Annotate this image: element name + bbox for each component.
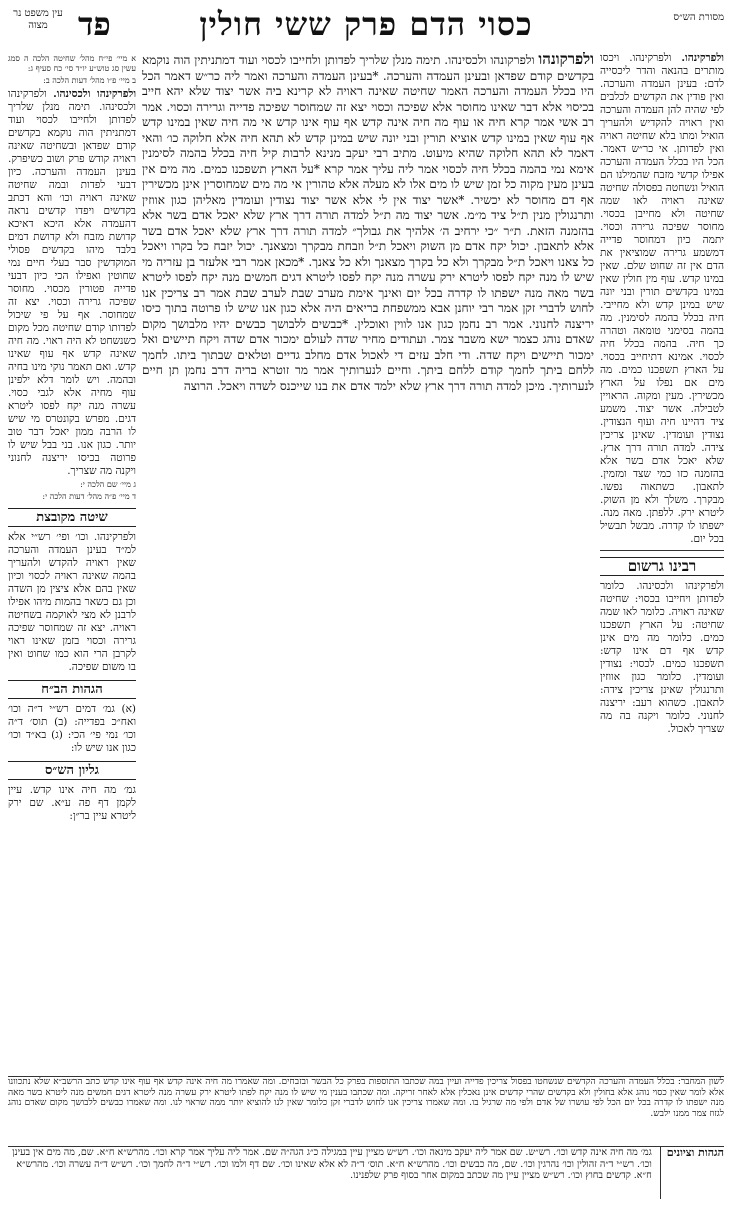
gilyon-hashas-text: גמ׳ מה חיה אינו קדש. עיין לקמן דף פה ע״א. שם ירק ליטרא עיין בר״ן: (8, 784, 136, 822)
tosafot-column (8, 52, 136, 1074)
ein-mishpat-note: א מיי׳ פי״ח מהל׳ שחיטה הלכה ה סמג עשין סג טוש״ע יו״ד סי׳ כח סעיף ג: (8, 54, 136, 73)
rabbeinu-gershom-text: ולפרקינהו ולכסינהו. כלומר לפדותן ויחייבו בכסוי: שחיטה שאינה ראויה. כלומר לאו שמה שחיטה: על הארץ תשפכנו כמים. כלומר מה מים אינן קדש אף דם אינו קדש: תשפכנו כמים. לכסוי: נצודין ועומדין. כלומר כגון אווזין ותרנגולין שאינן צריכין צידה: לתאבון. כשהוא רעב: יריצנה לחנוני. כלומר ויקנה בה מה שצריך לאכול. (600, 580, 724, 735)
rabbeinu-gershom-heading: רבינו גרשום (600, 557, 724, 576)
masoret-hashas-label: מסורת הש״ס (673, 12, 724, 23)
tosafot-text: ולפרקינהו ולכסינהו. תימה מנלן שלריך לפדותן ולחייבו לכסוי ועוד דמתניתין הוה נוקמא בקדשים קודם שפדאן ובשחיטה שאינה ראויה קודש פרק ושוב כשיפרק. בעינן העמדה והערכה. כיון דבעי לפדות ובמה שחיטה שאינה ראויה וכו׳ והא דכתב בקדשים ויפדו קדשים נראה דהעמדה אלא היכא דאיכא קדושת מזבח ולא קדושת דמים בלבד מיהו בקדשים פסולי המוקדשין סבר בעלי חיים נמי שחוטין ואפילו הכי כיון דבעי פדייה פטורין מכסוי. מחוסר שפיכה גרירה וכסוי. יצא זה שמחוסר. אף על פי שיכול לפדותו קודם שחיטה מכל מקום כשנשחט לא היה ראוי. מה חיה שאינה קדש אף עוף שאינו קדש. ואם תאמר נוקי מינו בחיה ובהמה. ויש לומר דלא ילפינן עוף מחיה אלא לגבי כסוי. עשרה מנה יקח לפסו ליטרא דגים. מפרש בקונטרס מי שיש לו הרבה ממון יאכל דבר טוב יותר. כגון אנו. בני בבל שיש לו פרוטה בכיסו יריצנה לחנוני ויקנה מה שצריך. (8, 88, 136, 477)
shita-mekubetzet-heading: שיטה מקובצת (8, 508, 136, 527)
gilyon-hashas-heading: גליון הש״ס (8, 761, 136, 780)
ein-mishpat-note: ד מיי׳ פ״ה מהל׳ דעות הלכה י: (42, 492, 136, 501)
rashi-divider (600, 550, 724, 551)
footnotes-label: הגהות וציונים (660, 1147, 724, 1199)
bottom-commentary: לשון המחבר: בכלל העמדה והערכה הקדשים שנשחטו בפסול צריכין פדייה ועיין במה שכתבו התוספות בפרק כל הבשר ובזבחים. ומה שאמרו מה חיה אינה קדש אף עוף אינו קדש כתב הרשב״א שלא נתכוונו אלא לומר שאין כסוי נוהג אלא בחולין ולא בקדשים שהרי קדשים אינן נאכלין אלא לאחר זריקה. ומה שכתבו בענין מי שיש לו מנה יקח לפתו ליטרא ירק עשרה מנה ליטרא דגים חמשים מנה ליטרא בשר מאה מנה ישפתו לו קדרה בכל יום הכל לפי עושרו של אדם ולפי מה שרגיל בו. ומה שאמרו צריכין אנו לחוש לדברי זקן כלומר שאין לנו להוציא יותר ממה שראוי לנו. ומה שאמרו כבשים ללבושך מקום שאדם נוהג לגזוז צמר ממנו ילבש. (8, 1076, 724, 1141)
rashi-lead-word: ולפרקינהו. (681, 52, 724, 64)
gemara-column (142, 52, 594, 1074)
ein-mishpat-note: ב מיי׳ פ״ו מהל׳ דעות הלכה ב: (43, 76, 136, 85)
gemara-text: ולפרקונהו ולכסינהו. תימה מנלן שלריך לפדותן ולחייבו לכסוי ועוד דמתניתין הוה נוקמא בקדשים קודם שפדאן ובעינן העמדה והערכה. *בעינן העמדה והערכה ואמר ליה כר״ש דאמר הכל היו בכלל העמדה והערכה האמר שחיטה שאינה ראויה לא קרינא ביה אשר יצוד שלא יהא חייב בכיסוי אלא דבר שאינו מחוסר אלא שפיכה וכסוי יצא זה שמחוסר שפיכה פדייה וגרירה וכסוי. אמר רב אשי אמר קרא חיה או עוף מה חיה אינה קדש אף עוף אינו קדש אי מה חיה שאין במינו קדש אף עוף שאין במינו קדש אוציא תורין ובני יונה שיש במינן קדש לא תהא חיה אלא חלוקה כו׳ והאי דאמר לא תהא חלוקה שהיא מיעוט. מתיב רבי יעקב מנינא לרבות קיל חיה בכלל בהמה לסימנין אימא נמי בהמה בכלל חיה לכסוי אמר ליה עליך אמר קרא *על הארץ תשפכנו כמים. מה מים אין בעינן מעין מקוה כל זמן שיש לו מים אלו לא מעלה אלא טהורין אי מה מים שמחוסרין אינן מכשירין אף דם מחוסר לא יכשיר. *אשר יצוד אין לי אלא אשר יצוד נצודין ועומדין מאליהן כגון אווזין ותרנגולין מנין ת״ל ציד מ״מ. אשר יצוד מה ת״ל למדה תורה דרך ארץ שלא יאכל אדם בשר אלא בהזמנה הזאת. ת״ר ״כי ירחיב ה׳ אלהיך את גבולך״ למדה תורה דרך ארץ שלא יאכל אדם בשר אלא לתאבון. יכול יקח אדם מן השוק ויאכל ת״ל וזבחת מבקרך ומצאנך. יכול יזבח כל בקרו ויאכל כל צאנו ויאכל ת״ל מבקרך ולא כל בקרך מצאנך ולא כל צאנך. *מכאן אמר רבי אלעזר בן עזריה מי שיש לו מנה יקח לפסו ליטרא ירק עשרה מנה יקח לפסו ליטרא דגים חמשים מנה יקח לפסו ליטרא בשר מאה מנה ישפתו לו קדרה בכל יום ואינך אימת מערב שבת לערב שבת אמר רב צריכין אנו לחוש לדברי זקן אמר רבי יוחנן אבא ממשפחת בריאים היה אלא כגון אנו שיש לו פרוטה בתוך כיסו יריצנה לחנוני. אמר רב נחמן כגון אנו לווין ואוכלין. *כבשים ללבושך כבשים יהיו מלבושך מקום שאדם נוהג כצמר ישא משבר צמר. ועתודים מחיר שדה לעולם ימכור אדם שדה ויקח תיישים ואל ימכור תיישים ויקח שדה. ודי חלב עזים די לאכול אדם מחלב גדיים וטלאים שבתוך ביתו. לחמך ללחם ביתך לחמך קודם ללחם ביתך. וחיים לנערותיך אמר מר זוטרא בריה דרב נחמן תן חיים לנערותיך. מיכן למדה תורה דרך ארץ שלא ילמד אדם את בנו שייכנס לשדה ויאכל. הרוצה (142, 53, 594, 393)
hagahot-habach-text: (א) גמ׳ דמים רש״י ד״ה וכו׳ ואח״כ בפדייה: (ב) תוס׳ ד״ה וכו׳ נמי פי׳ הכי: (ג) בא״ד וכו׳ כגון אנו שיש לו: (8, 703, 136, 754)
page-number: פד (78, 5, 111, 43)
shita-mekubetzet-text: ולפרקינהו. וכו׳ ופי׳ רש״י אלא למ״ד בעינן העמדה והערכה שאין ראויה להקדש ולהעריך בהמה שאינה ראויה לכסוי וכיון שאין בהם אלא ציצין מן השדה וכן גם כשאר בהמות מיהו אפילו לרבנן לא מצי לאוקמה בשחיטה ראויה. יצא זה שמחוסר שפיכה גרירה וכסוי בזמן שאינו ראוי לקרבן הרי הוא כמו שחוט ואין בו משום שפיכה. (8, 531, 136, 673)
page-title: כסוי הדם פרק ששי חולין (199, 5, 533, 43)
gemara-lead-word: ולפרקונהו (538, 52, 594, 68)
page-header (8, 4, 724, 44)
footnotes-block (8, 1146, 724, 1205)
rashi-text: ולפרקינהו. ויכסו מותרים בהנאה והדר ליכסייה לדם: בעינן העמדה והערכה. ואין פודין את הקדשים לכלבים לפי שהיה להן העמדה והערכה ואין ראויה להקדיש ולהעריך הואיל ומתו בלא שחיטה ראויה ואין לפדותן. אי כר״ש דאמר. הכל היו בכלל העמדה והערכה אפילו קדשי מזבח שהמילנו הם הואיל ונשחטה בפסולה שחיטה שאינה ראויה לאו שמה שחיטה ולא מחייבן בכסוי. מחוסר שפיכה גרירה וכסוי. יתמה כיון דמחוסר פדייה דמשמע גרירה שמוציאין את הדם אין זה שחוט שלם. שאין במינו קדש. עוף מין חולין שאין במינו בקדשים תורין ובני יונה שיש במינן קדש ולא מחייבי. חיה בכלל בהמה לסימנין. מה בהמה בסימני טומאה וטהרה כך חיה. בהמה בכלל חיה לכסוי. אמינא דתיחייב בכסוי. על הארץ תשפכנו כמים. מה מים אם נפלו על הארץ מכשירין. מעין ומקוה. הראויין לטבילה. אשר יצוד. משמע ציד דהיינו חיה ועוף הנצודין. נצודין ועומדין. שאינן צריכין צידה. למדה תורה דרך ארץ. שלא יאכל אדם בשר אלא בהזמנה כזו כמי שצד ומזמין. לתאבון. כשתאוה נפשו. מבקרך. משלך ולא מן השוק. ליטרא ירק. ללפתן. מאה מנה. ישפתו לו קדרה. מבשל תבשיל בכל יום. (600, 52, 724, 545)
hagahot-habach-heading: הגהות הב״ח (8, 680, 136, 699)
ein-mishpat-note: ג מיי׳ שם הלכה י: (80, 480, 136, 489)
ein-mishpat-label: עין משפט נר מצוה (13, 8, 63, 31)
tosafot-lead-word: ולפרקינהו ולכסינהו. (53, 88, 136, 100)
rashi-column (600, 52, 724, 1074)
footnotes-text: גמ׳ מה חיה אינה קדש וכו׳. רש״ש. שם אמר ליה יעקב מינאה וכו׳. רש״ש מציין עיין במגילה כ״ג הגה״ה שם. אמר ליה עליך אמר קרא וכו׳. מהרש״א ח״א. שם, מה מים אין בעינן וכו׳. רש״י ד״ה זהולין וכו׳ נהרגין וכו׳. שם, מה כבשים וכו׳. מהרש״א ח״א. תוס׳ ד״ה לא אלא שאינו וכו׳. שם דף ולמו וכו׳. רש״י ד״ה לחמך וכו׳. רש״ש ד״ה עשרה וכו׳. מהרש״א ח״א. קדשים בחוץ וכו׳. רש״ש מציין עיין מה שכתב במקום אחר בסוף פרק שלפנינו. (12, 1147, 652, 1181)
